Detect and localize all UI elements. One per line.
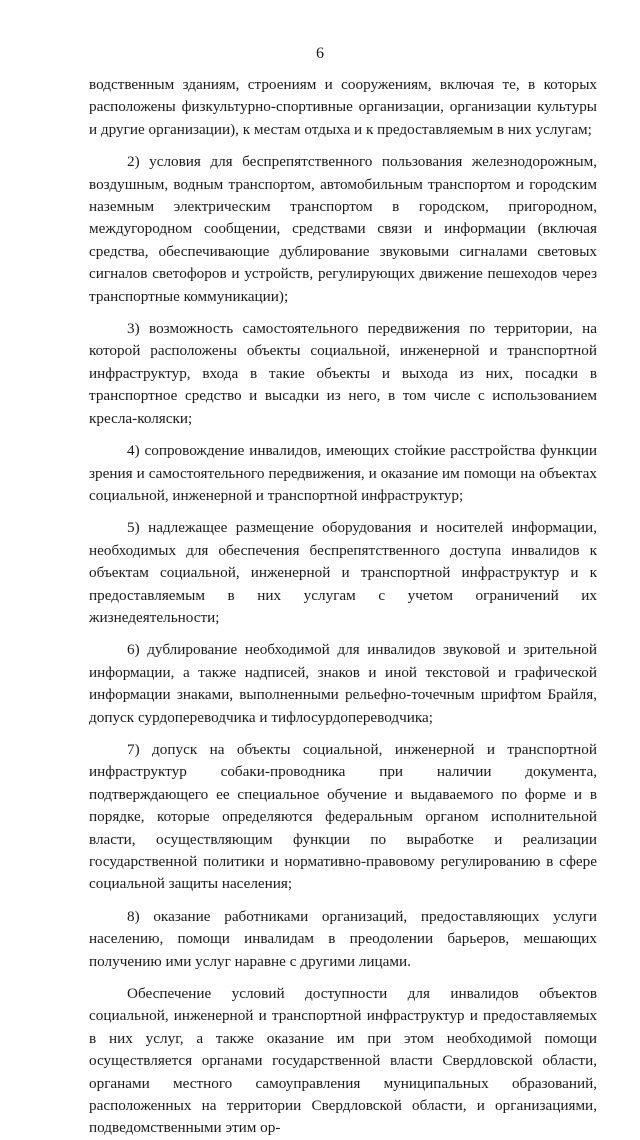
page-number: 6 (316, 45, 324, 62)
paragraph-item-8: 8) оказание работниками организаций, предоставляющих услуги населению, помощи инвалидам в преодолении барьеров, мешающих получению ими услуг наравне с другими лицами. (89, 907, 597, 970)
paragraph-item-6: 6) дублирование необходимой для инвалидов звуковой и зрительной информации, а также надписей, знаков и иной текстовой и графической информации знаками, выполненными рельефно-точечным шрифтом Брайля, допуск сурдопереводчика и тифлосурдопереводчика; (89, 641, 597, 726)
paragraph-item-5: 5) надлежащее размещение оборудования и носителей информации, необходимых для обеспечения беспрепятственного доступа инвалидов к объектам социальной, инженерной и транспортной инфраструктур и к предоставляемым в них услугам с учетом ограничений их жизнедеятельности; (89, 519, 597, 626)
document-body (89, 74, 597, 1140)
paragraph-accessibility-provision: Обеспечение условий доступности для инвалидов объектов социальной, инженерной и транспортной инфраструктур и предоставляемых в них услуг, а также оказание им при этом необходимой помощи осуществляется органами государственной власти Свердловской области, органами местного самоуправления муниципальных образований, расположенных на территории Свердловской области, и организациями, подведомственными этим ор- (89, 985, 597, 1137)
paragraph-item-7: 7) допуск на объекты социальной, инженерной и транспортной инфраструктур собаки-проводника при наличии документа, подтверждающего ее специальное обучение и выдаваемого по форме и в порядке, которые определяются федеральным органом исполнительной власти, осуществляющим функции по выработке и реализации государственной политики и нормативно-правовому регулированию в сфере социальной защиты населения; (89, 740, 597, 893)
paragraph-continuation: водственным зданиям, строениям и сооружениям, включая те, в которых расположены физкультурно-спортивные организации, организации культуры и другие организации), к местам отдыха и к предоставляемым в них услугам; (89, 76, 597, 138)
paragraph-item-3: 3) возможность самостоятельного передвижения по территории, на которой расположены объекты социальной, инженерной и транспортной инфраструктур, входа в такие объекты и выхода из них, посадки в транспортное средство и высадки из него, в том числе с использованием кресла-коляски; (89, 320, 597, 427)
paragraph-item-2: 2) условия для беспрепятственного пользования железнодорожным, воздушным, водным транспортом, автомобильным транспортом и городским наземным электрическим транспортом в городском, пригородном, междугородном сообщении, средствами связи и информации (включая средства, обеспечивающие дублирование звуковыми сигналами световых сигналов светофоров и устройств, регулирующих движение пешеходов через транспортные коммуникации); (89, 153, 597, 305)
paragraph-item-4: 4) сопровождение инвалидов, имеющих стойкие расстройства функции зрения и самостоятельного передвижения, и оказание им помощи на объектах социальной, инженерной и транспортной инфраструктур; (89, 442, 597, 504)
